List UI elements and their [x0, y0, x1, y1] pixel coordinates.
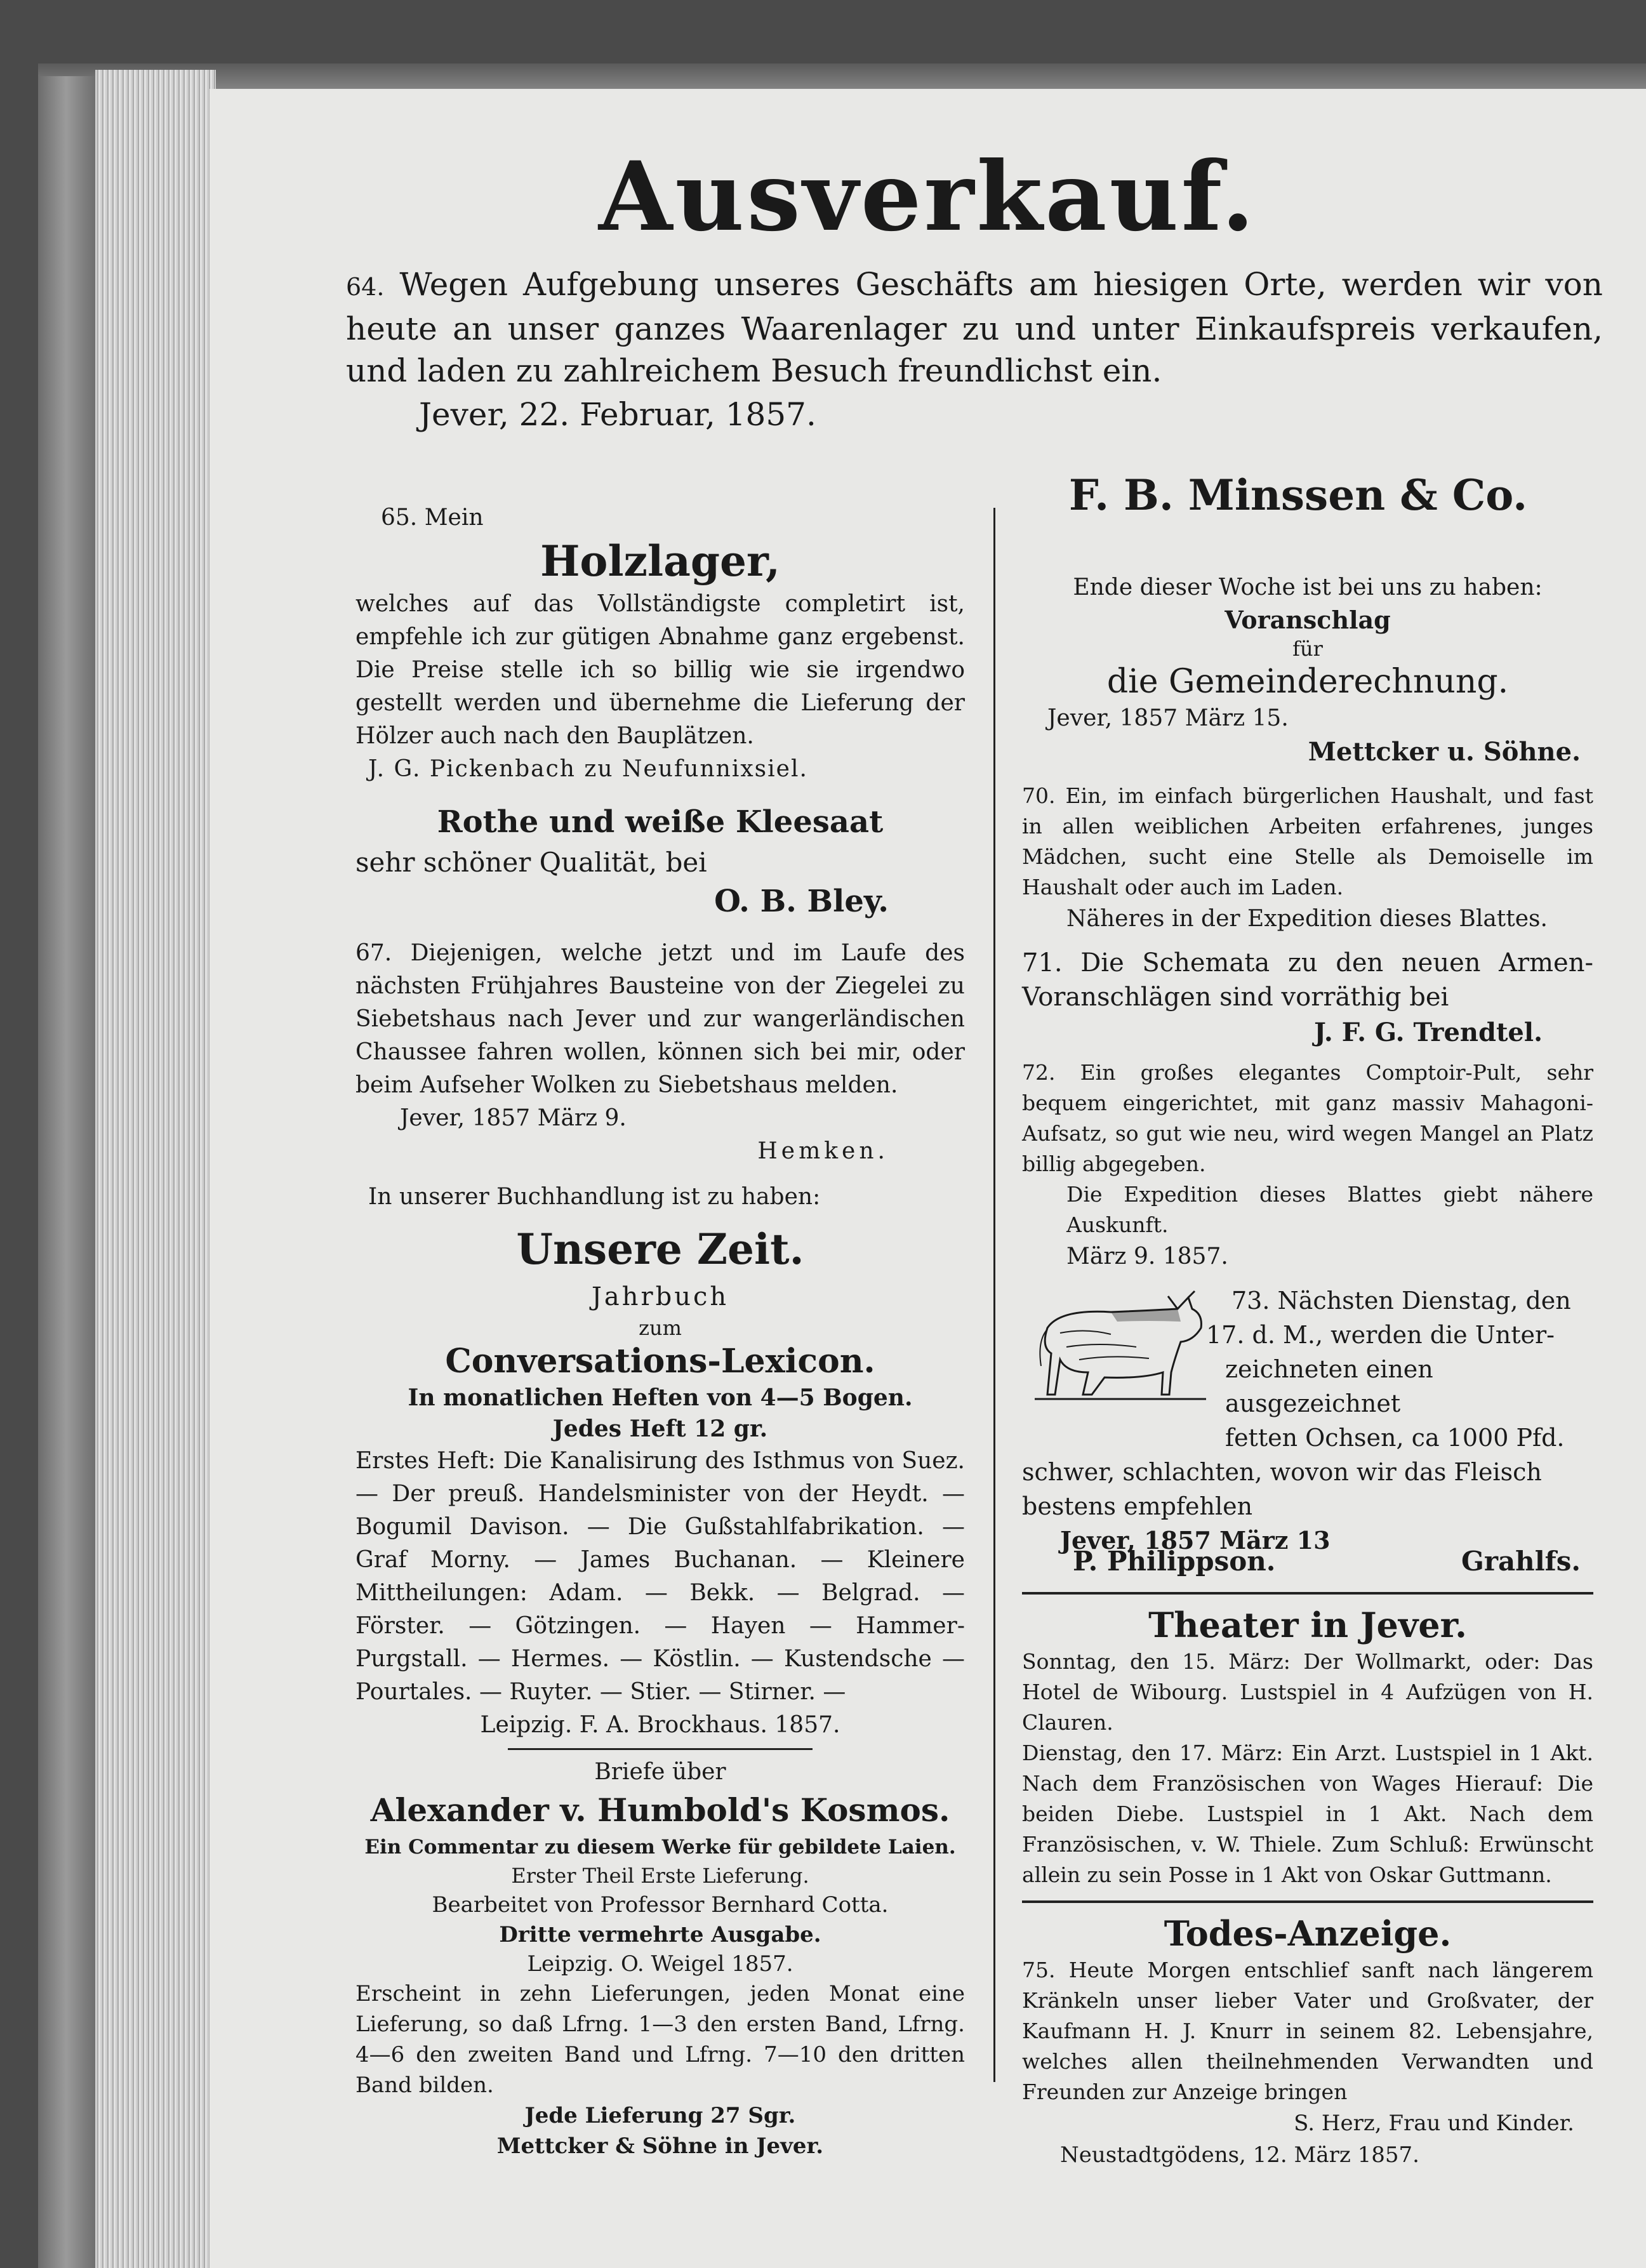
ad-69-sign: Mettcker & Söhne in Jever.: [496, 2133, 824, 2159]
ad-67-sign: Hemken.: [757, 1138, 889, 1164]
ad-69-text: Erscheint in zehn Lieferungen, jeden Monat eine Lieferung, so daß Lfrng. 1—3 den ersten Band, Lfrng. 4—6 den zweiten Band und Lfrng. 7—10 den dritten Band bilden.: [355, 1981, 965, 2098]
ad-73-line6: bestens empfehlen: [1022, 1492, 1253, 1520]
ad-69-price: Jede Lieferung 27 Sgr.: [524, 2103, 796, 2128]
ad-64-date: Jever, 22. Februar, 1857.: [419, 396, 816, 433]
ad-64-text: Wegen Aufgebung unseres Geschäfts am hiesigen Orte, werden wir von heute an unser ganzes Waarenlager zu und unter Einkaufspreis verkaufen, und laden zu zahlreichem Besuch freundlichst ein.: [346, 266, 1603, 389]
ad-r1-title3: die Gemeinderechnung.: [1106, 663, 1509, 701]
column-rule: [993, 508, 995, 2082]
ad-73-line3: zeichneten einen ausgezeichnet: [1225, 1355, 1433, 1417]
ad-64: [346, 263, 1603, 392]
ad-65-text: welches auf das Vollständigste completirt ist, empfehle ich zur gütigen Abnahme ganz ergebenst. Die Preise stelle ich so billig wie sie irgendwo gestellt werden und übernehme die Lieferung der Hölzer auch nach den Bauplätzen.: [355, 591, 965, 749]
ad-72-note: Die Expedition dieses Blattes giebt nähere Auskunft.: [1066, 1182, 1593, 1237]
ad-r1-date: Jever, 1857 März 15.: [1047, 705, 1289, 731]
theater-p1: Sonntag, den 15. März: Der Wollmarkt, oder: Das Hotel de Wibourg. Lustspiel in 4 Aufzügen von H. Clauren.: [1022, 1649, 1593, 1735]
ad-73-sign1: P. Philippson.: [1073, 1546, 1276, 1577]
ad-r1-intro: Ende dieser Woche ist bei uns zu haben:: [1073, 574, 1543, 600]
ad-68-text: Erstes Heft: Die Kanalisirung des Isthmus von Suez. — Der preuß. Handelsminister von der Heydt. — Bogumil Davison. — Die Gußstahlfabrikation. — Graf Morny. — James Buchanan. — Kleinere Mittheilungen: Adam. — Bekk. — Belgrad. — Förster. — Götzingen. — Hayen — Hammer-Purgstall. — Hermes. — Köstlin. — Kustendsche — Pourtales. — Ruyter. — Stier. — Stirner. —: [355, 1448, 965, 1705]
ad-68-rule: [508, 1748, 813, 1750]
ad-67-date: Jever, 1857 März 9.: [400, 1105, 627, 1131]
ad-73-line4: fetten Ochsen, ca 1000 Pfd.: [1225, 1424, 1565, 1452]
ad-64-number: 64.: [346, 273, 385, 301]
ad-68-sub3: Conversations-Lexicon.: [445, 1342, 875, 1381]
ad-73-line2: 17. d. M., werden die Unter-: [1206, 1321, 1555, 1349]
ad-69-sub5: Dritte vermehrte Ausgabe.: [499, 1922, 821, 1947]
right-column: [1022, 571, 1593, 2171]
theater-p2: Dienstag, den 17. März: Ein Arzt. Lustspiel in 1 Akt. Nach dem Französischen von Wages Hierauf: Die beiden Diebe. Lustspiel in 1 Akt. Nach dem Französischen, v. W. Thiele. Zum Schluß: Erwünscht allein zu sein Posse in 1 Akt von Oskar Guttmann.: [1022, 1741, 1593, 1887]
ad-68-title: Unsere Zeit.: [516, 1224, 804, 1274]
ox-illustration-icon: [1022, 1283, 1212, 1417]
ad-67-text: 67. Diejenigen, welche jetzt und im Laufe des nächsten Frühjahres Bausteine von der Ziegelei zu Siebetshaus nach Jever und zur wangerländischen Chaussee fahren wollen, können sich bei mir, oder beim Aufseher Wolken zu Siebetshaus melden.: [355, 940, 965, 1098]
ad-70-text: 70. Ein, im einfach bürgerlichen Haushalt, und fast in allen weiblichen Arbeiten erfahrenes, junges Mädchen, sucht eine Stelle als Demoiselle im Haushalt oder auch im Laden.: [1022, 783, 1593, 899]
theater-rule: [1022, 1592, 1593, 1595]
ad-68-sub5: Jedes Heft 12 gr.: [552, 1416, 768, 1442]
ad-r1-title1: Voranschlag: [1225, 606, 1391, 634]
ad-68-sub4: In monatlichen Heften von 4—5 Bogen.: [408, 1384, 913, 1411]
ad-70-note: Näheres in der Expedition dieses Blattes.: [1066, 906, 1548, 932]
ad-68-intro: In unserer Buchhandlung ist zu haben:: [368, 1184, 821, 1210]
ad-64-firm: F. B. Minssen & Co.: [1068, 470, 1528, 520]
ad-72-date: März 9. 1857.: [1066, 1243, 1228, 1270]
ad-72-text: 72. Ein großes elegantes Comptoir-Pult, sehr bequem eingerichtet, mit ganz massiv Mahagoni-Aufsatz, so gut wie neu, wird wegen Mangel an Platz billig abgegeben.: [1022, 1060, 1593, 1176]
death-rule: [1022, 1900, 1593, 1903]
ad-73-date: Jever, 1857 März 13: [1060, 1526, 1331, 1555]
ad-69-title: Alexander v. Humbold's Kosmos.: [370, 1791, 950, 1829]
ad-69-sub6: Leipzig. O. Weigel 1857.: [527, 1951, 793, 1977]
ad-65-title: Holzlager,: [540, 536, 780, 586]
death-date: Neustadtgödens, 12. März 1857.: [1060, 2142, 1419, 2168]
ad-r1-sign: Mettcker u. Söhne.: [1308, 737, 1581, 767]
ad-66-title: Rothe und weiße Kleesaat: [437, 804, 884, 840]
ad-65-sign: J. G. Pickenbach zu Neufunnixsiel.: [368, 756, 808, 782]
ad-65-intro: 65. Mein: [381, 505, 484, 531]
newspaper-page: [209, 89, 1646, 2268]
ad-69-sub2: Ein Commentar zu diesem Werke für gebildete Laien.: [364, 1836, 956, 1859]
ad-73: [1022, 1283, 1593, 1555]
ad-73-line1: 73. Nächsten Dienstag, den: [1231, 1287, 1571, 1315]
death-title: Todes-Anzeige.: [1164, 1913, 1452, 1954]
ad-69-sub4: Bearbeitet von Professor Bernhard Cotta.: [432, 1892, 889, 1918]
page-stack-edge: [95, 70, 216, 2268]
ad-68-imprint: Leipzig. F. A. Brockhaus. 1857.: [480, 1712, 840, 1738]
death-sign: S. Herz, Frau und Kinder.: [1294, 2111, 1574, 2136]
ad-71-sign: J. F. G. Trendtel.: [1314, 1018, 1543, 1047]
ad-69-sub3: Erster Theil Erste Lieferung.: [511, 1864, 809, 1888]
ad-73-sign2: Grahlfs.: [1461, 1546, 1581, 1577]
ad-69-sub1: Briefe über: [594, 1759, 726, 1785]
ad-68-sub1: Jahrbuch: [591, 1282, 729, 1311]
headline: Ausverkauf.: [598, 141, 1258, 253]
ad-r1-title2: für: [1292, 637, 1323, 661]
ad-73-line5: schwer, schlachten, wovon wir das Fleisch: [1022, 1458, 1542, 1486]
left-column: [355, 501, 965, 2161]
ad-66-line: sehr schöner Qualität, bei: [355, 847, 707, 878]
ad-71-text: 71. Die Schemata zu den neuen Armen-Voranschlägen sind vorräthig bei: [1022, 948, 1593, 1012]
death-text: 75. Heute Morgen entschlief sanft nach längerem Kränkeln unser lieber Vater und Großvater, der Kaufmann H. J. Knurr in seinem 82. Lebensjahre, welches allen theilnehmenden Verwandten und Freunden zur Anzeige bringen: [1022, 1958, 1593, 2104]
theater-title: Theater in Jever.: [1148, 1605, 1467, 1645]
ad-68-sub2: zum: [639, 1316, 682, 1340]
ad-66-sign: O. B. Bley.: [714, 884, 889, 919]
